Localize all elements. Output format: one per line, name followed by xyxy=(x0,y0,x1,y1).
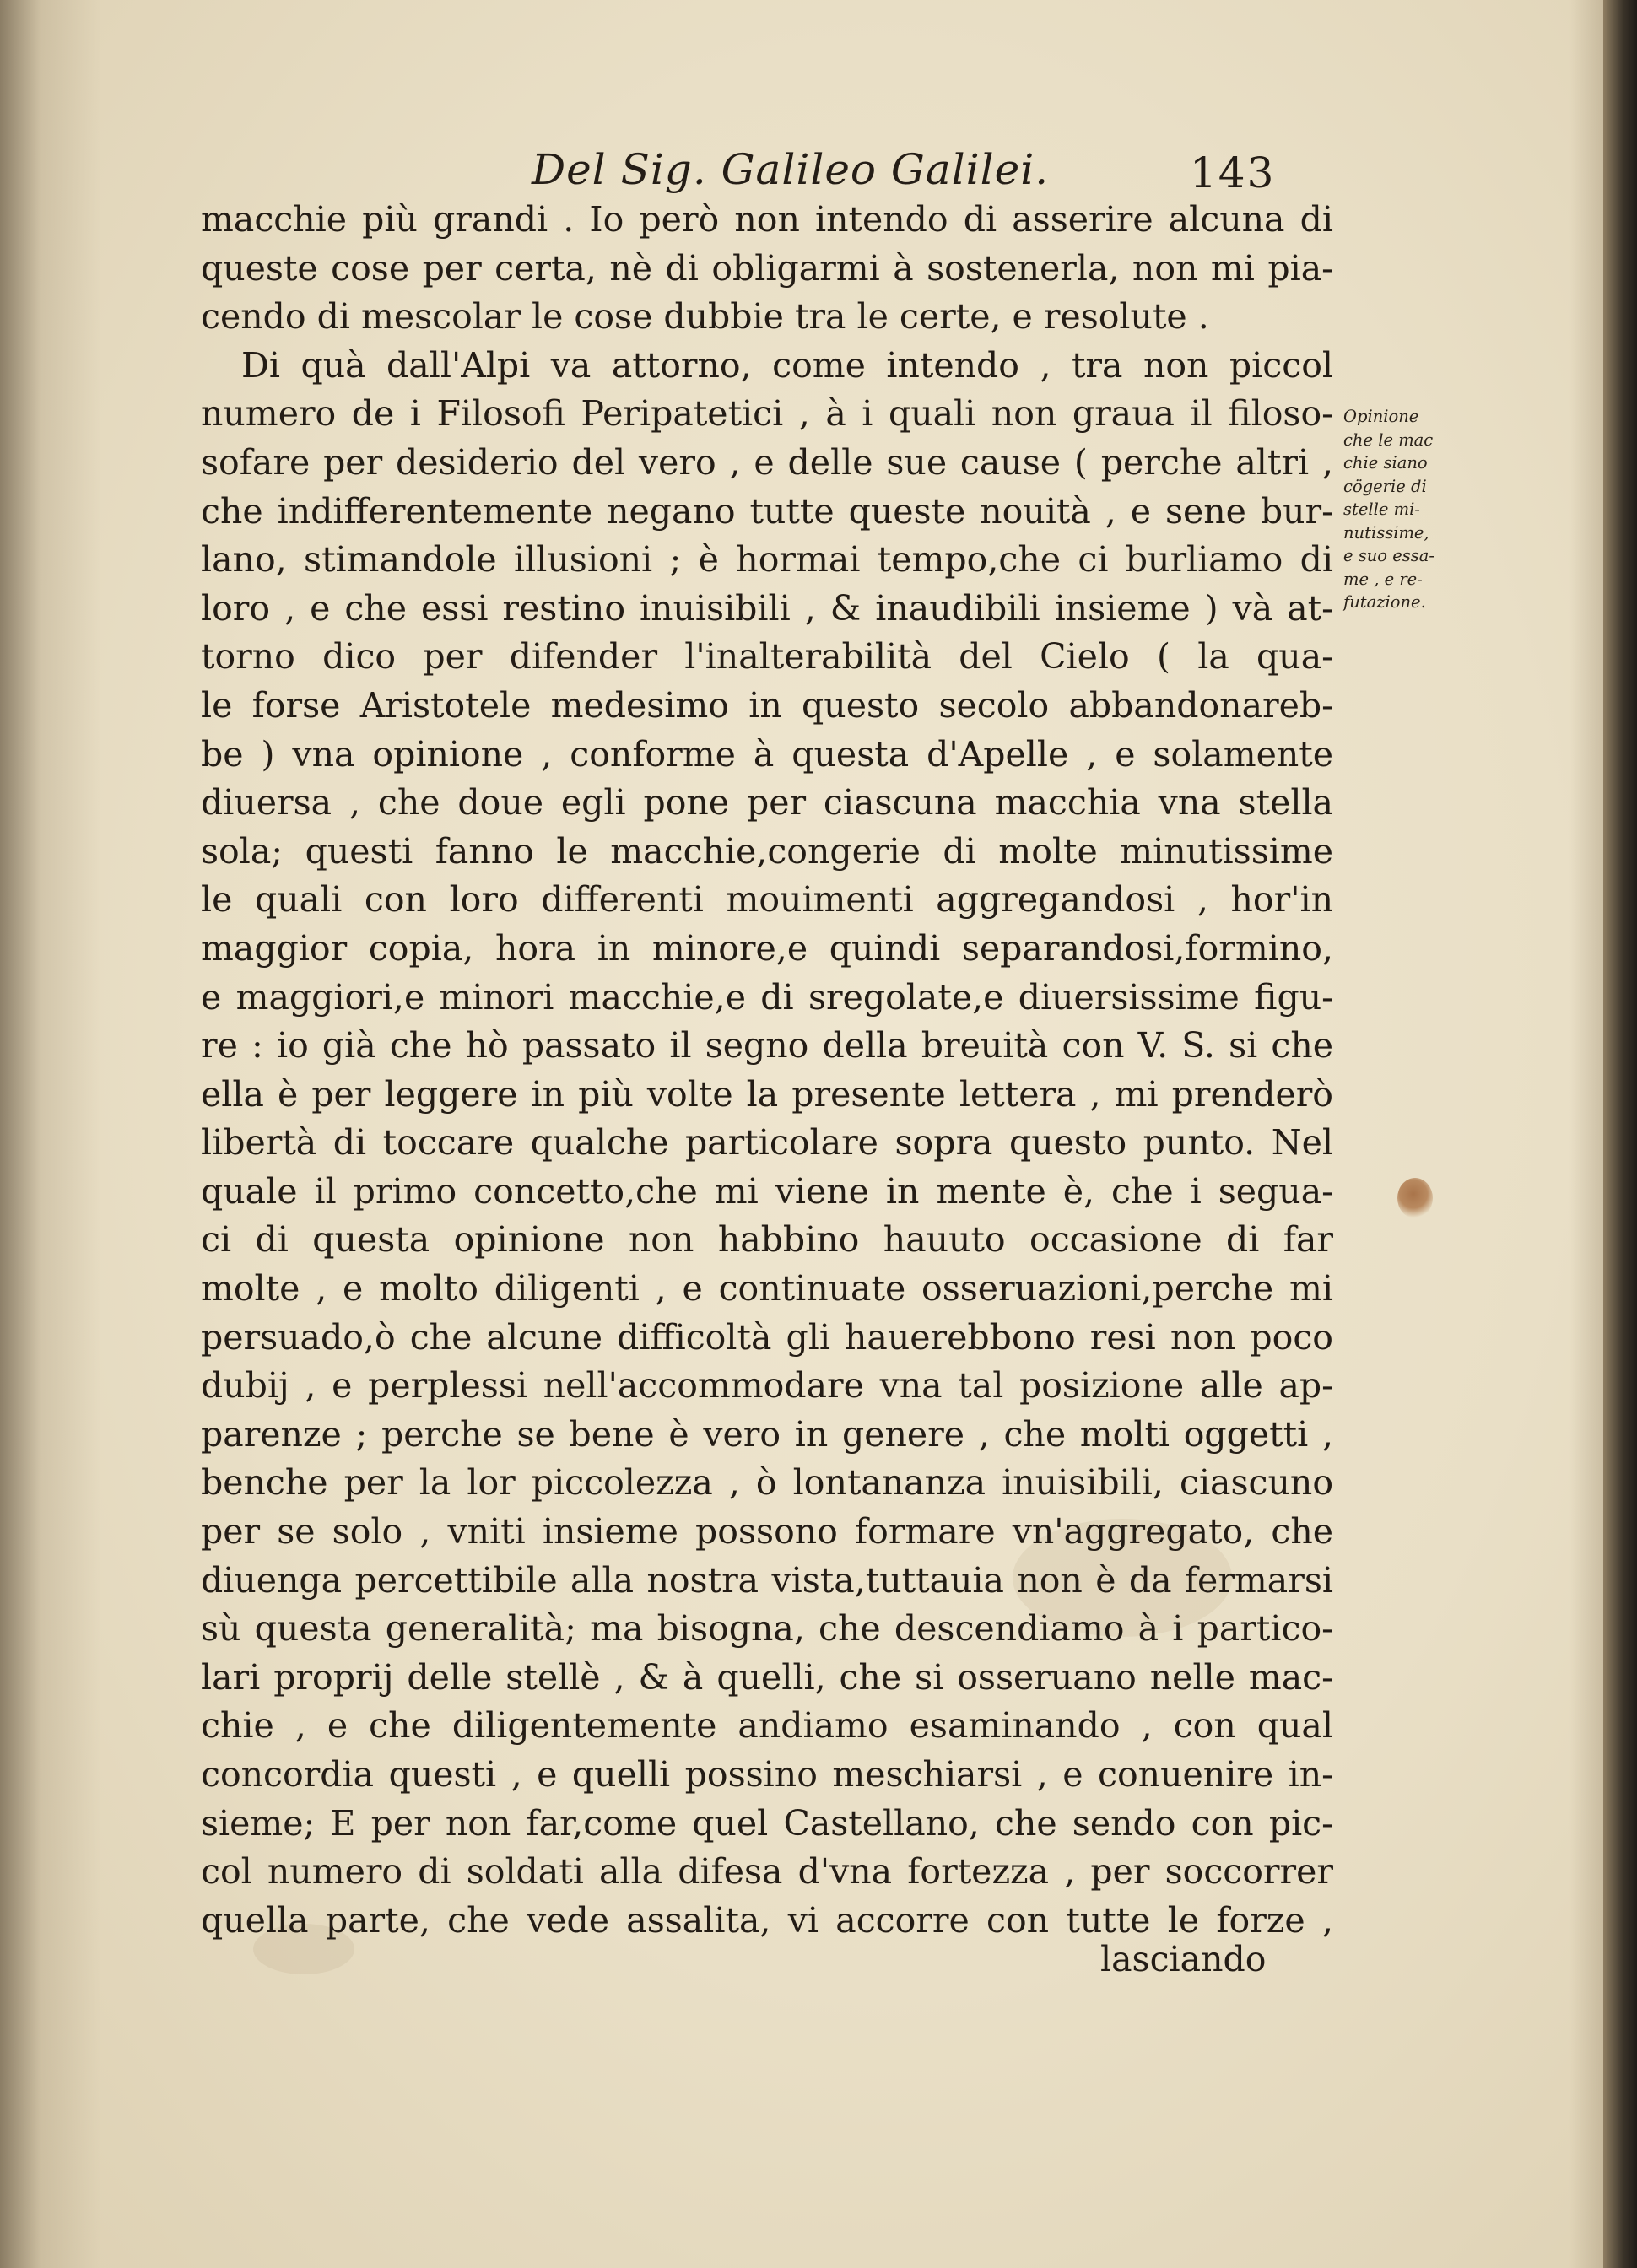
margin-note-line: cögerie di xyxy=(1343,476,1427,496)
text-line: queste cose per certa, nè di obligarmi à sostenerla, non mi pia- xyxy=(201,247,1333,289)
text-line: col numero di soldati alla difesa d'vna fortezza , per soccorrer xyxy=(201,1851,1333,1893)
main-text-block xyxy=(201,196,1333,1945)
text-line: lano, stimandole illusioni ; è hormai tempo,che ci burliamo di xyxy=(201,539,1333,580)
text-line: quella parte, che vede assalita, vi accorre con tutte le forze , xyxy=(201,1899,1333,1941)
margin-note-line: me , e re- xyxy=(1343,569,1423,589)
text-line: numero de i Filosofi Peripatetici , à i quali non graua il filoso- xyxy=(201,393,1333,435)
text-line: libertà di toccare qualche particolare sopra questo punto. Nel xyxy=(201,1122,1333,1164)
text-line: dubij , e perplessi nell'accommodare vna tal posizione alle ap- xyxy=(201,1365,1333,1407)
text-line: ci di questa opinione non habbino hauuto occasione di far xyxy=(201,1219,1333,1261)
text-line: che indifferentemente negano tutte queste nouità , e sene bur- xyxy=(201,490,1333,532)
text-line: chie , e che diligentemente andiamo esaminando , con qual xyxy=(201,1705,1333,1747)
text-line: benche per la lor piccolezza , ò lontananza inuisibili, ciascuno xyxy=(201,1462,1333,1504)
text-line: ella è per leggere in più volte la presente lettera , mi prenderò xyxy=(201,1073,1333,1115)
text-line: molte , e molto diligenti , e continuate osseruazioni,perche mi xyxy=(201,1268,1333,1310)
margin-note-line: stelle mi- xyxy=(1343,500,1420,519)
ink-stain xyxy=(1397,1178,1433,1218)
catchword: lasciando xyxy=(1100,1939,1267,1979)
text-line: loro , e che essi restino inuisibili , & inaudibili insieme ) và at- xyxy=(201,587,1333,629)
text-line: re : io già che hò passato il segno della breuità con V. S. si che xyxy=(201,1025,1333,1066)
margin-note-line: nutissime, xyxy=(1343,522,1429,543)
marginal-note xyxy=(1343,405,1470,614)
book-fore-edge xyxy=(1603,0,1637,2268)
text-line: lari proprij delle stellè , & à quelli, che si osseruano nelle mac- xyxy=(201,1656,1333,1698)
text-line: torno dico per difender l'inalterabilità del Cielo ( la qua- xyxy=(201,636,1333,678)
margin-note-line: che le mac xyxy=(1343,429,1434,450)
text-line: diuenga percettibile alla nostra vista,tuttauia non è da fermarsi xyxy=(201,1559,1333,1601)
margin-note-line: futazione. xyxy=(1343,592,1426,612)
text-line: cendo di mescolar le cose dubbie tra le certe, e resolute . xyxy=(201,296,1209,338)
text-line: diuersa , che doue egli pone per ciascuna macchia vna stella xyxy=(201,782,1333,824)
text-line: sù questa generalità; ma bisogna, che descendiamo à i partico- xyxy=(201,1608,1333,1650)
text-line: le forse Aristotele medesimo in questo secolo abbandonareb- xyxy=(201,684,1333,726)
margin-note-line: e suo essa- xyxy=(1343,546,1435,565)
text-line: parenze ; perche se bene è vero in genere , che molti oggetti , xyxy=(201,1413,1333,1455)
margin-note-line: Opinione xyxy=(1343,407,1419,426)
page-edge-shading xyxy=(1569,0,1603,2268)
text-line: concordia questi , e quelli possino meschiarsi , e conuenire in- xyxy=(201,1754,1333,1795)
page-number: 143 xyxy=(1190,148,1276,197)
text-line: sofare per desiderio del vero , e delle sue cause ( perche altri , xyxy=(201,441,1333,483)
text-line: maggior copia, hora in minore,e quindi separandosi,formino, xyxy=(201,927,1333,969)
text-line: sola; questi fanno le macchie,congerie di molte minutissime xyxy=(201,830,1333,872)
text-line: macchie più grandi . Io però non intendo di asserire alcuna di xyxy=(201,199,1333,240)
running-title: Del Sig. Galileo Galilei. xyxy=(532,145,1050,194)
text-line: le quali con loro differenti mouimenti aggregandosi , hor'in xyxy=(201,879,1333,921)
text-line: per se solo , vniti insieme possono formare vn'aggregato, che xyxy=(201,1511,1333,1552)
page-header xyxy=(532,145,1276,197)
margin-note-line: chie siano xyxy=(1343,453,1428,472)
text-line: sieme; E per non far,come quel Castellano, che sendo con pic- xyxy=(201,1802,1333,1844)
text-line: e maggiori,e minori macchie,e di sregolate,e diuersissime figu- xyxy=(201,976,1333,1018)
gutter-shadow xyxy=(0,0,101,2268)
text-line: quale il primo concetto,che mi viene in mente è, che i segua- xyxy=(201,1170,1333,1212)
text-line: persuado,ò che alcune difficoltà gli hauerebbono resi non poco xyxy=(201,1316,1333,1358)
text-line: be ) vna opinione , conforme à questa d'Apelle , e solamente xyxy=(201,733,1333,775)
paragraph-first-line: Di quà dall'Alpi va attorno, come intendo , tra non piccol xyxy=(241,344,1333,386)
